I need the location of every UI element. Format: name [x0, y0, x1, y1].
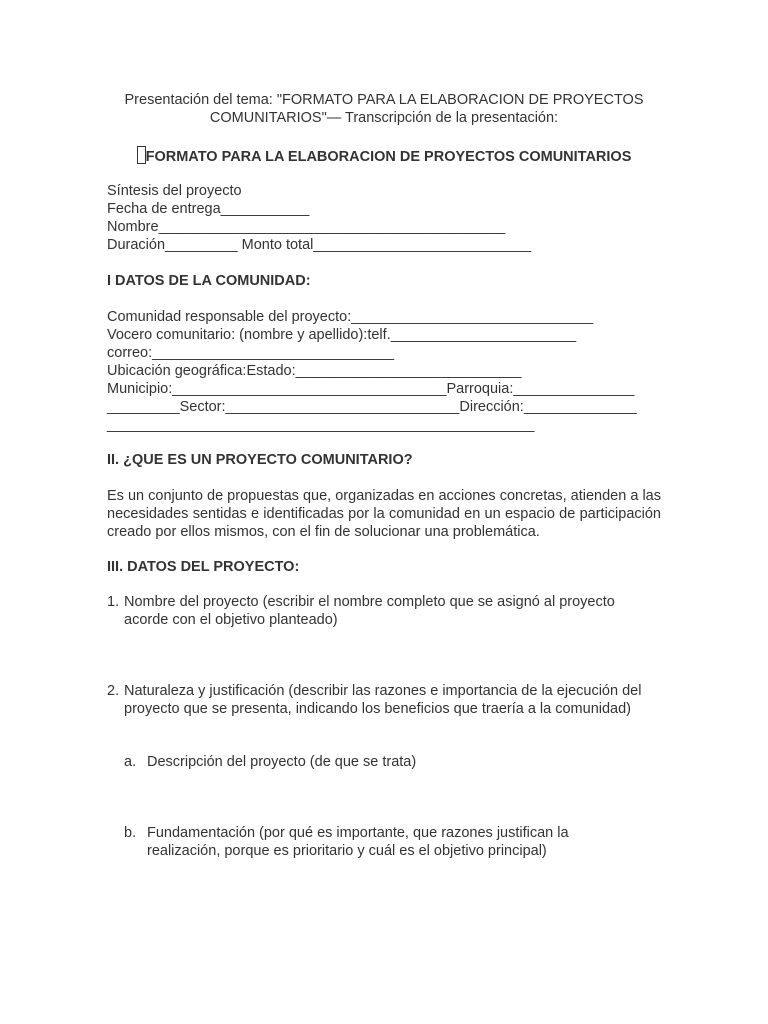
list-marker: 2. [107, 683, 120, 699]
sub-list-marker: b. [124, 825, 137, 841]
synthesis-label: Síntesis del proyecto [107, 183, 242, 199]
section-2-body: Es un conjunto de propuestas que, organizadas en acciones concretas, atienden a las necesidades sentidas e identificadas por la comunidad en un espacio de participación creado por ellos mismos, con el fin de solucionar una problemática. [107, 488, 661, 540]
presentation-intro [100, 91, 668, 127]
email-field: correo:______________________________ [107, 345, 395, 361]
location-state-field: Ubicación geográfica:Estado:____________________________ [107, 363, 522, 379]
duration-amount-field: Duración_________ Monto total___________________________ [107, 237, 532, 253]
missing-glyph-icon [137, 146, 146, 164]
section-3-title: III. DATOS DEL PROYECTO: [107, 559, 300, 575]
municipality-parish-field: Municipio:__________________________________Parroquia:_______________ [107, 381, 635, 397]
sub-list-item [124, 753, 604, 771]
list-item-text: Nombre del proyecto (escribir el nombre completo que se asignó al proyecto acorde con el objetivo planteado) [124, 594, 615, 628]
delivery-date-field: Fecha de entrega___________ [107, 201, 310, 217]
list-item [107, 682, 642, 718]
community-data-block [107, 308, 663, 434]
intro-line-2: COMUNITARIOS"— Transcripción de la presentación: [209, 110, 559, 126]
address-continuation-field: _____________________________________________________ [107, 417, 535, 433]
sub-list-item [124, 824, 574, 860]
name-field: Nombre___________________________________________ [107, 219, 506, 235]
spokesperson-field: Vocero comunitario: (nombre y apellido):telf._______________________ [107, 327, 577, 343]
document-title-text: FORMATO PARA LA ELABORACION DE PROYECTOS COMUNITARIOS [145, 149, 632, 165]
list-item [107, 593, 642, 629]
section-1-title: I DATOS DE LA COMUNIDAD: [107, 273, 311, 289]
section-2-title: II. ¿QUE ES UN PROYECTO COMUNITARIO? [107, 452, 413, 468]
sector-address-field: _________Sector:_____________________________Dirección:______________ [107, 399, 637, 415]
sub-list-marker: a. [124, 754, 137, 770]
list-marker: 1. [107, 594, 120, 610]
list-item-text: Naturaleza y justificación (describir las razones e importancia de la ejecución del proyecto que se presenta, indicando los beneficios que traería a la comunidad) [124, 683, 642, 717]
synthesis-block [107, 182, 663, 254]
sub-list-item-text: Fundamentación (por qué es importante, que razones justifican la realización, porque es prioritario y cuál es el objetivo principal) [147, 825, 569, 859]
community-responsible-field: Comunidad responsable del proyecto:______________________________ [107, 309, 594, 325]
document-title [100, 146, 668, 166]
sub-list-item-text: Descripción del proyecto (de que se trata) [147, 754, 417, 770]
intro-line-1: Presentación del tema: "FORMATO PARA LA ELABORACION DE PROYECTOS [124, 92, 644, 108]
